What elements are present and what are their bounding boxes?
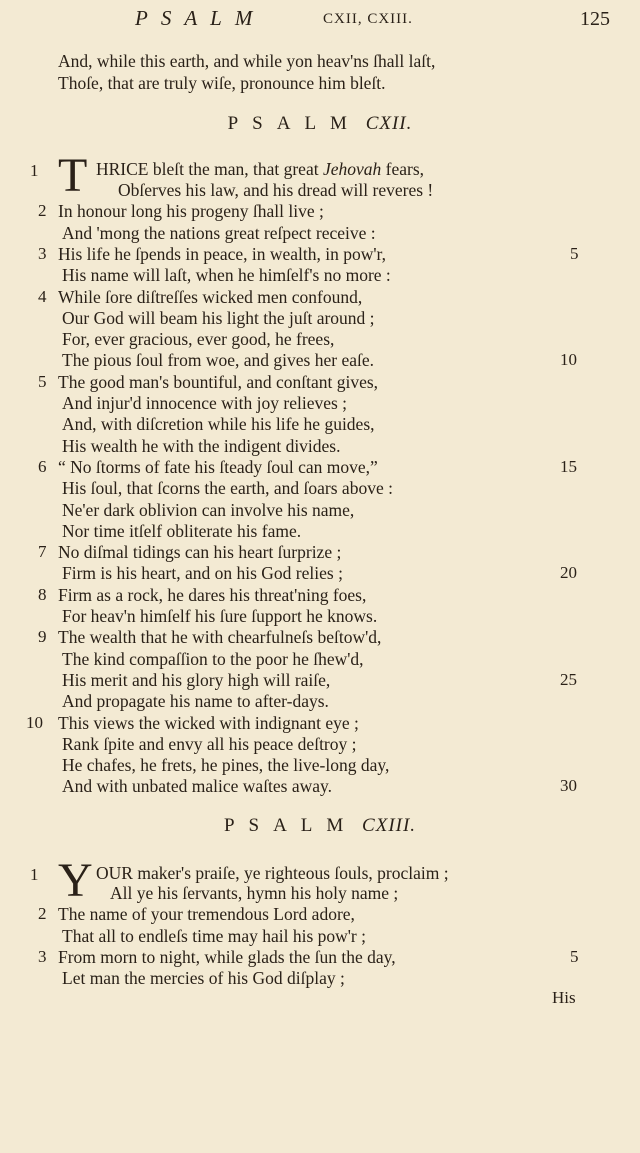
verse-line: His name will laſt, when he himſelf's no more :	[62, 265, 391, 286]
line-number: 25	[560, 669, 577, 689]
first-line-smallcaps: OUR	[96, 863, 133, 883]
verse-line: All ye his ſervants, hymn his holy name ;	[110, 883, 399, 903]
verse-line: From morn to night, while glads the ſun the day,	[58, 946, 396, 967]
verse-number: 2	[38, 201, 47, 221]
psalm-112-heading-word: PSALM	[227, 113, 361, 134]
verse-line: The kind compaſſion to the poor he ſhew'd,	[62, 648, 364, 669]
verse-line: And with unbated malice waſtes away.	[62, 776, 333, 797]
psalm-113-heading-word: PSALM	[223, 815, 358, 836]
verse-number: 1	[30, 865, 39, 884]
verse-line: Ne'er dark oblivion can involve his name,	[62, 499, 355, 520]
verse-number: 9	[38, 627, 47, 647]
psalm-113-heading-number: CXIII.	[362, 815, 417, 836]
first-line-text: maker's praiſe, ye righteous ſouls, proclaim ;	[132, 863, 449, 883]
verse-number: 3	[38, 243, 47, 263]
catchword: His	[552, 988, 576, 1007]
verse-number: 5	[38, 371, 47, 391]
intro-line: And, while this earth, and while yon heav'ns ſhall laſt,	[58, 51, 436, 71]
verse-line: His ſoul, that ſcorns the earth, and ſoars above :	[62, 478, 393, 499]
verse-line: That all to endleſs time may hail his pow'r ;	[62, 925, 366, 946]
verse-line: Obſerves his law, and his dread will reveres !	[118, 180, 434, 200]
verse-line: The good man's bountiful, and conſtant gives,	[58, 371, 379, 392]
verse-number: 6	[38, 456, 47, 476]
verse-line: This views the wicked with indignant eye ;	[58, 712, 359, 733]
verse-line: Firm is his heart, and on his God relies ;	[62, 563, 343, 584]
line-number: 5	[570, 946, 579, 966]
page-number: 125	[580, 8, 610, 30]
verse-line: For heav'n himſelf his ſure ſupport he knows.	[62, 606, 378, 626]
verse-line: The pious ſoul from woe, and gives her eaſe.	[62, 350, 374, 371]
psalm-112-heading-number: CXII.	[365, 113, 413, 134]
first-line-smallcaps: HRICE	[96, 159, 149, 179]
running-head	[0, 6, 640, 32]
psalm-112-heading	[0, 113, 640, 139]
first-line-italic: Jehovah	[322, 159, 382, 179]
line-number: 10	[560, 350, 577, 370]
verse-line: While ſore diſtreſſes wicked men confound,	[58, 286, 363, 307]
first-line-end: fears,	[381, 159, 425, 179]
verse-line: The name of your tremendous Lord adore,	[58, 904, 355, 925]
psalm-113-dropcap: Y	[58, 854, 93, 907]
psalm-113-heading	[0, 815, 640, 841]
verse-number: 4	[38, 286, 47, 306]
intro-line: Thoſe, that are truly wiſe, pronounce him bleſt.	[58, 73, 386, 93]
verse-line: And injur'd innocence with joy relieves ;	[62, 393, 348, 413]
running-head-title: PSALM	[135, 6, 266, 30]
verse-line: Firm as a rock, he dares his threat'ning foes,	[58, 584, 367, 605]
verse-number: 2	[38, 904, 47, 924]
verse-number: 3	[38, 946, 47, 966]
verse-line: He chafes, he frets, he pines, the live-long day,	[62, 755, 390, 776]
line-number: 30	[560, 776, 577, 796]
verse-line: Let man the mercies of his God diſplay ;	[62, 968, 345, 989]
verse-line: In honour long his progeny ſhall live ;	[58, 201, 324, 222]
verse-line: His life he ſpends in peace, in wealth, in pow'r,	[58, 243, 387, 264]
psalm-112-first-line	[96, 158, 424, 180]
verse-line: His wealth he with the indigent divides.	[62, 435, 341, 456]
verse-line: And 'mong the nations great reſpect receive :	[62, 222, 376, 243]
verse-line: The wealth that he with chearfulneſs beſtow'd,	[58, 627, 382, 648]
line-number: 15	[560, 456, 577, 476]
verse-number: 7	[38, 542, 47, 562]
verse-line: Nor time itſelf obliterate his fame.	[62, 520, 302, 541]
verse-number: 8	[38, 584, 47, 604]
verse-line: Our God will beam his light the juſt around ;	[62, 307, 375, 328]
verse-line: His merit and his glory high will raiſe,	[62, 669, 331, 690]
psalm-112-dropcap: T	[58, 149, 88, 202]
verse-line: And propagate his name to after-days.	[62, 691, 329, 712]
verse-line: For, ever gracious, ever good, he frees,	[62, 329, 335, 350]
line-number: 5	[570, 243, 579, 263]
verse-number: 1	[30, 161, 39, 180]
verse-number: 10	[26, 712, 43, 732]
verse-line: Rank ſpite and envy all his peace deſtroy ;	[62, 733, 357, 754]
running-head-psalms: CXII, CXIII.	[323, 11, 413, 27]
verse-line: “ No ſtorms of fate his ſteady ſoul can move,”	[58, 456, 378, 477]
verse-line: No diſmal tidings can his heart ſurprize ;	[58, 542, 342, 563]
first-line-text: bleſt the man, that great	[148, 159, 323, 179]
line-number: 20	[560, 563, 577, 583]
verse-line: And, with diſcretion while his life he guides,	[62, 414, 375, 435]
psalm-113-first-line	[96, 862, 449, 884]
